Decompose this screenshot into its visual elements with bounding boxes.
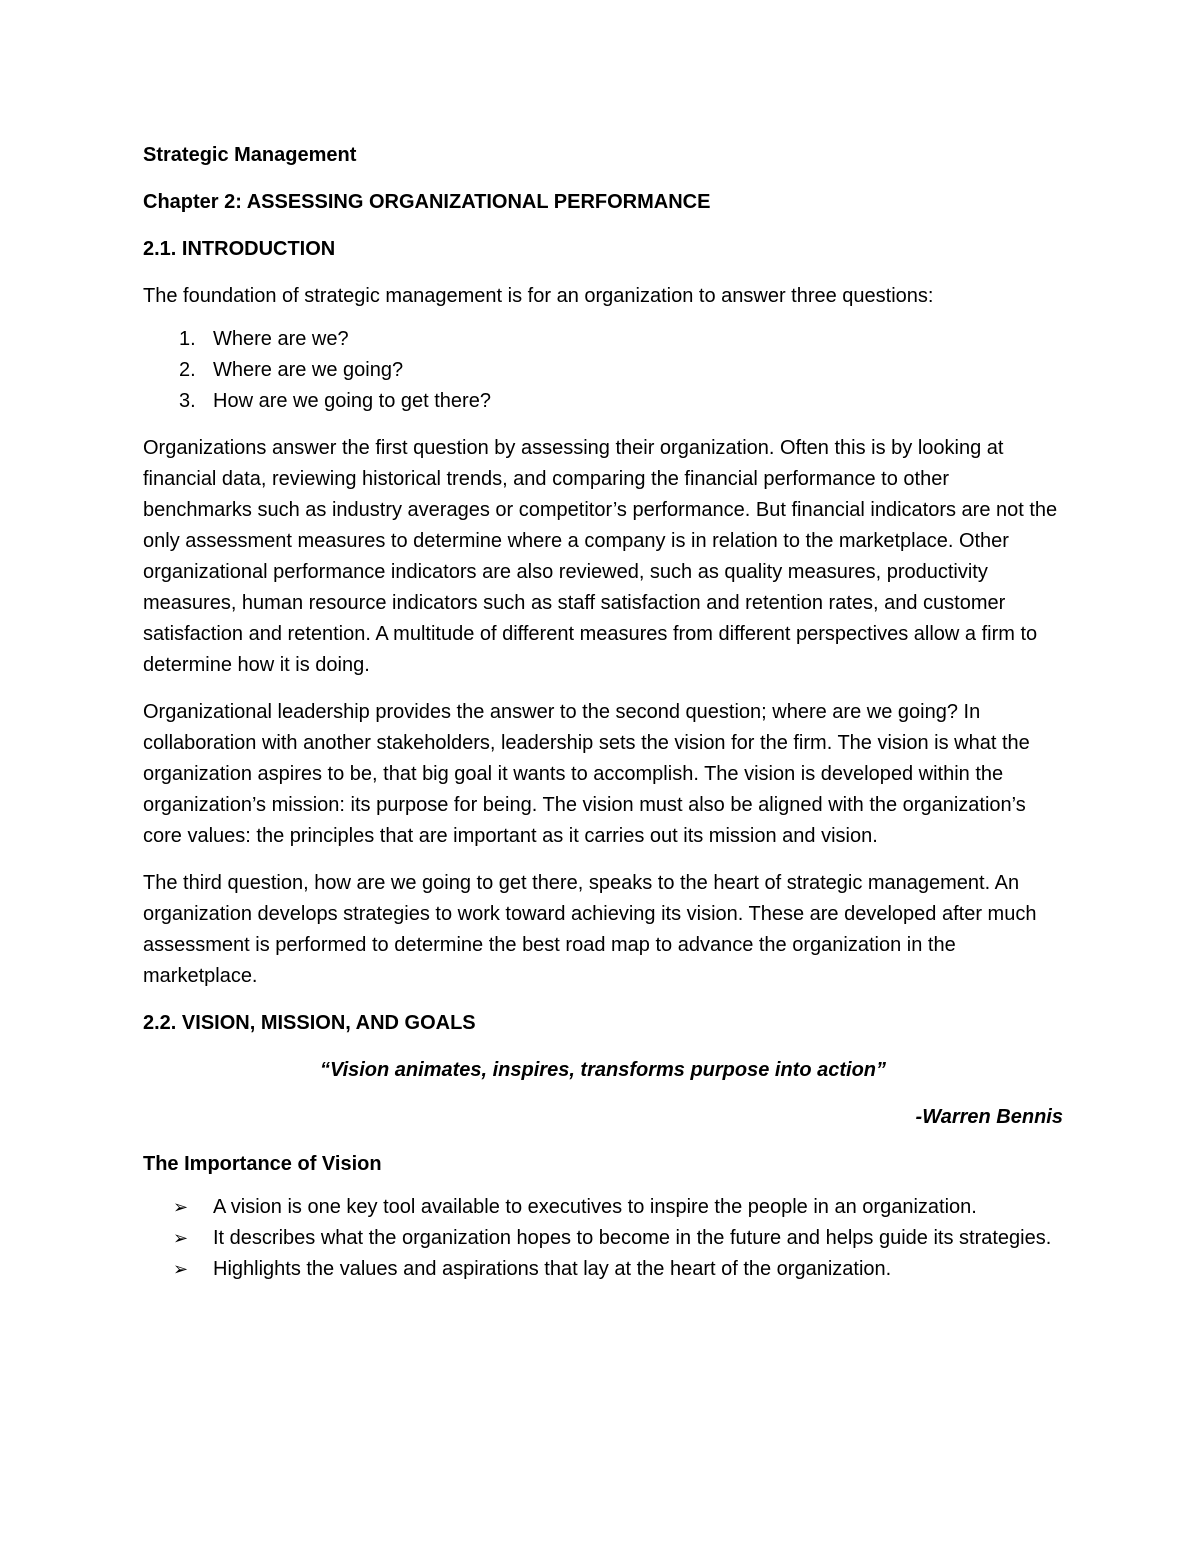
- intro-paragraph: The foundation of strategic management is for an organization to answer three questions:: [143, 285, 934, 307]
- list-number: 2.: [179, 359, 196, 381]
- list-text: Where are we?: [213, 328, 349, 350]
- list-number: 3.: [179, 390, 196, 412]
- list-item: [179, 355, 1063, 386]
- list-item: [173, 1254, 1063, 1285]
- list-item: [179, 386, 1063, 417]
- paragraph-second-question: Organizational leadership provides the answer to the second question; where are we going? In collaboration with another stakeholders, leadership sets the vision for the firm. The vision is what the organization aspires to be, that big goal it wants to accomplish. The vision is developed within the organization’s mission: its purpose for being. The vision must also be aligned with the organization’s core values: the principles that are important as it carries out its mission and vision.: [143, 701, 1030, 847]
- section-heading-introduction: 2.1. INTRODUCTION: [143, 238, 336, 260]
- arrow-bullet-icon: ➢: [173, 1259, 189, 1279]
- paragraph-third-question: The third question, how are we going to get there, speaks to the heart of strategic management. An organization develops strategies to work toward achieving its vision. These are developed after much assessment is performed to determine the best road map to advance the organization in the marketplace.: [143, 872, 1037, 987]
- bullet-text: A vision is one key tool available to executives to inspire the people in an organization.: [213, 1196, 977, 1218]
- list-item: [173, 1223, 1063, 1254]
- document-page: [143, 140, 1063, 1285]
- importance-of-vision-heading: The Importance of Vision: [143, 1153, 382, 1175]
- vision-bullets: [143, 1192, 1063, 1285]
- paragraph-first-question: Organizations answer the first question by assessing their organization. Often this is by looking at financial data, reviewing historical trends, and comparing the financial performance to other benchmarks such as industry averages or competitor’s performance. But financial indicators are not the only assessment measures to determine where a company is in relation to the marketplace. Other organizational performance indicators are also reviewed, such as quality measures, productivity measures, human resource indicators such as staff satisfaction and retention rates, and customer satisfaction and retention. A multitude of different measures from different perspectives allow a firm to determine how it is doing.: [143, 437, 1058, 676]
- chapter-title: Chapter 2: ASSESSING ORGANIZATIONAL PERFORMANCE: [143, 191, 711, 213]
- questions-list: [143, 324, 1063, 417]
- bullet-text: Highlights the values and aspirations that lay at the heart of the organization.: [213, 1258, 892, 1280]
- bullet-text: It describes what the organization hopes to become in the future and helps guide its strategies.: [213, 1227, 1052, 1249]
- list-item: [179, 324, 1063, 355]
- subject-title: Strategic Management: [143, 144, 357, 166]
- arrow-bullet-icon: ➢: [173, 1197, 189, 1217]
- list-text: Where are we going?: [213, 359, 404, 381]
- quote-attribution: -Warren Bennis: [915, 1106, 1063, 1128]
- list-text: How are we going to get there?: [213, 390, 491, 412]
- section-heading-vision-mission-goals: 2.2. VISION, MISSION, AND GOALS: [143, 1012, 476, 1034]
- quote: “Vision animates, inspires, transforms purpose into action”: [319, 1059, 887, 1081]
- arrow-bullet-icon: ➢: [173, 1228, 189, 1248]
- list-item: [173, 1192, 1063, 1223]
- list-number: 1.: [179, 328, 196, 350]
